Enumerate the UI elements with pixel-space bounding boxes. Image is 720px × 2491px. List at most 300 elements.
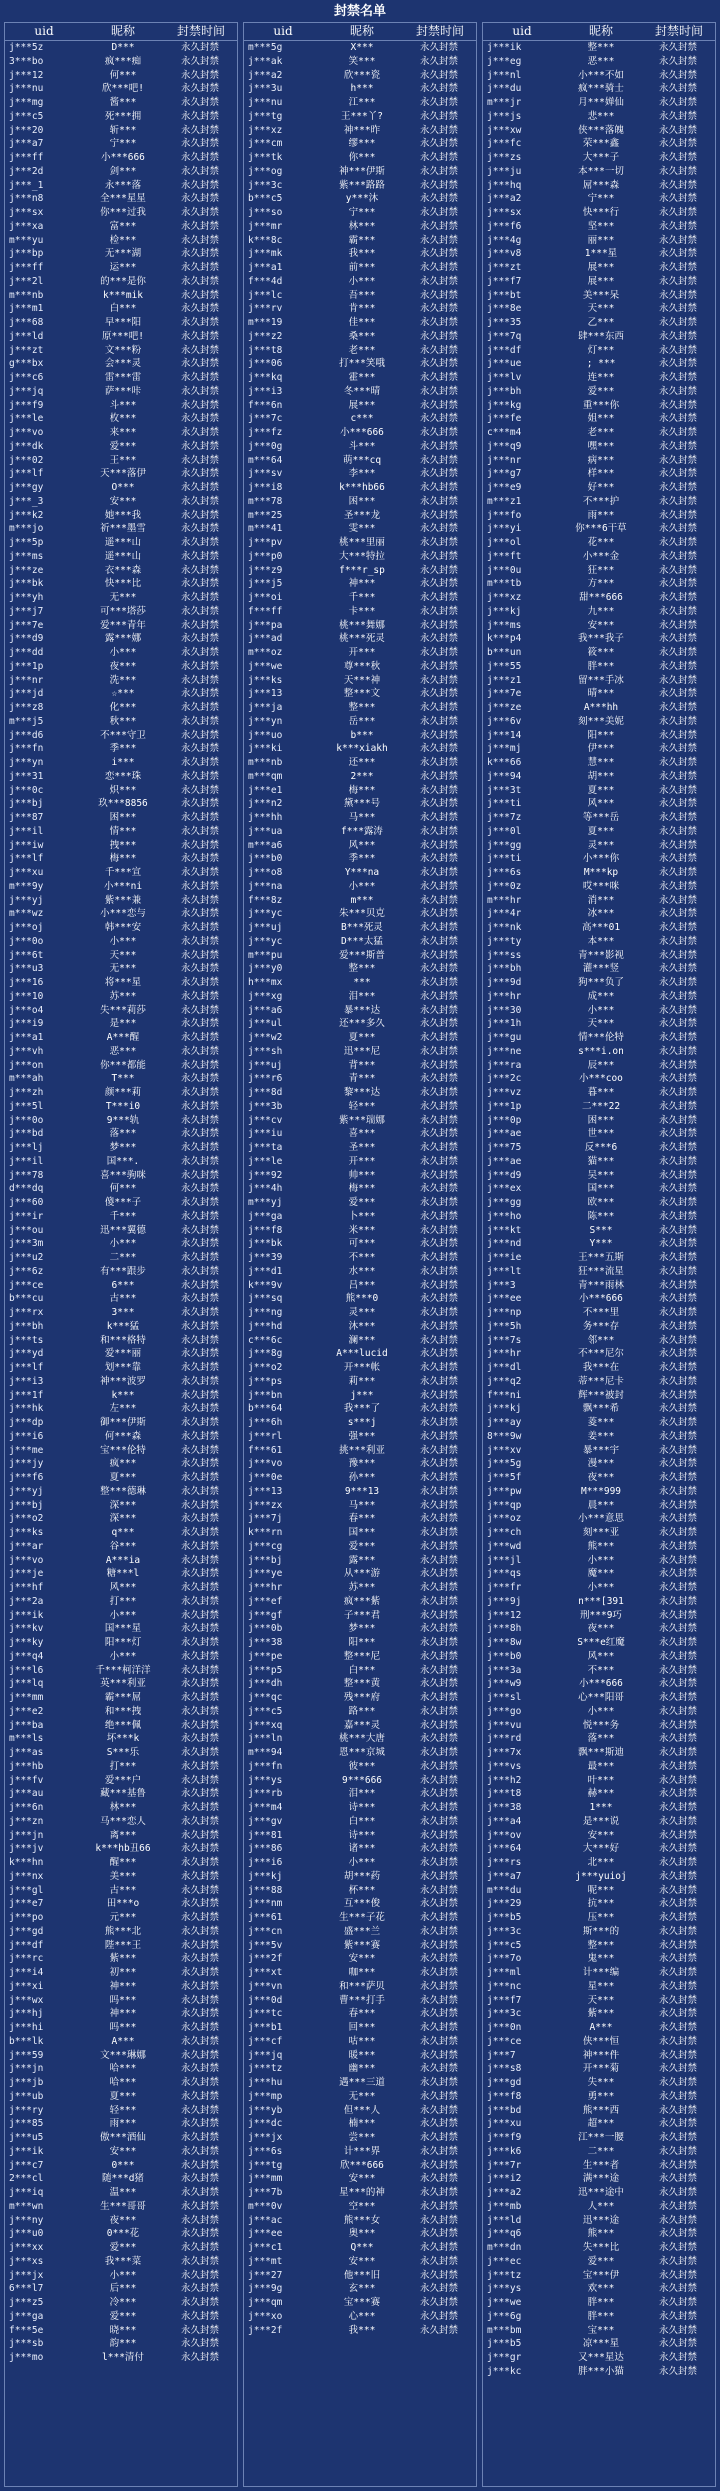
table-row: [483, 1787, 715, 1801]
table-row: [483, 2021, 715, 2035]
nickname-cell: T***i0: [105, 1100, 141, 1112]
nickname-cell: 恋***珠: [104, 770, 142, 782]
uid-cell: j***gf: [248, 1609, 283, 1621]
nickname-cell: 菱***: [587, 1417, 615, 1428]
table-row: [5, 522, 237, 536]
uid-cell: j***ub: [9, 2090, 44, 2102]
nickname-cell: 祈***墨雪: [100, 523, 146, 535]
table-row: [5, 247, 237, 261]
uid-cell: j***bt: [487, 289, 522, 301]
nickname-cell: 3***: [111, 1307, 135, 1318]
uid-cell: j***9d: [487, 977, 522, 988]
ban-time-cell: 永久封禁: [419, 2049, 458, 2061]
ban-time-cell: 永久封禁: [658, 1554, 697, 1566]
ban-time-cell: 永久封禁: [658, 1829, 697, 1841]
nickname-cell: 计***界: [343, 2145, 381, 2157]
ban-time-cell: 永久封禁: [419, 1623, 458, 1635]
nickname-cell: 晨***: [587, 1499, 615, 1511]
table-row: [5, 357, 237, 371]
ban-time-cell: 永久封禁: [658, 110, 697, 122]
nickname-cell: 藏***基鲁: [100, 1788, 146, 1800]
nickname-cell: 蒂***尼卡: [578, 1375, 624, 1387]
nickname-cell: 夏***: [109, 1472, 137, 1483]
ban-time-cell: 永久封禁: [180, 2173, 219, 2185]
table-row: [244, 206, 476, 220]
nickname-cell: 离***: [109, 1829, 137, 1841]
table-row: [5, 1787, 237, 1801]
uid-cell: j***vh: [9, 1045, 44, 1057]
nickname-cell: 傻***子: [104, 1197, 142, 1208]
uid-cell: j***b1: [248, 2022, 283, 2033]
ban-time-cell: 永久封禁: [658, 1898, 697, 1910]
nickname-cell: 枚***: [109, 413, 137, 425]
uid-cell: j***hh: [248, 812, 283, 823]
uid-cell: j***ln: [248, 1733, 283, 1745]
table-row: [483, 2035, 715, 2049]
uid-cell: j***z1: [487, 674, 522, 686]
table-row: [483, 2296, 715, 2310]
uid-cell: j***81: [248, 1829, 283, 1841]
ban-time-cell: 永久封禁: [658, 1224, 697, 1236]
table-row: [483, 1732, 715, 1746]
table-row: [5, 1141, 237, 1155]
uid-cell: j***p0: [248, 550, 283, 562]
table-row: [483, 1017, 715, 1031]
uid-cell: j***ac: [248, 2214, 283, 2226]
ban-time-cell: 永久封禁: [658, 1925, 697, 1937]
uid-cell: j***kj: [487, 1403, 522, 1415]
ban-time-cell: 永久封禁: [419, 1527, 458, 1538]
uid-cell: j***fo: [487, 509, 522, 521]
uid-cell: j***au: [9, 1788, 44, 1800]
uid-cell: j***yc: [248, 935, 283, 947]
uid-cell: j***3u: [248, 83, 283, 95]
ban-time-cell: 永久封禁: [180, 523, 219, 535]
nickname-cell: 迅***翼德: [100, 1224, 146, 1236]
nickname-cell: 宁***: [587, 193, 615, 205]
table-row: [483, 467, 715, 481]
ban-time-cell: 永久封禁: [658, 2035, 697, 2047]
ban-time-cell: 永久封禁: [180, 1898, 219, 1910]
nickname-cell: 天***: [587, 1018, 615, 1030]
nickname-cell: 小***: [587, 1582, 615, 1593]
nickname-cell: 老***: [587, 427, 615, 438]
nickname-cell: 肆***东西: [578, 330, 624, 342]
table-row: [5, 426, 237, 440]
nickname-cell: 玖***8856: [98, 798, 148, 810]
table-row: [244, 1815, 476, 1829]
nickname-cell: 文***琳娜: [100, 2049, 146, 2061]
nickname-cell: 样***: [587, 468, 615, 480]
nickname-cell: 爱***青年: [100, 619, 146, 631]
uid-cell: j***e7: [9, 1898, 44, 1910]
table-row: [5, 2296, 237, 2310]
ban-time-cell: 永久封禁: [180, 1224, 219, 1236]
ban-time-cell: 永久封禁: [419, 1554, 458, 1566]
ban-time-cell: 永久封禁: [419, 880, 458, 892]
uid-cell: j***35: [487, 317, 522, 328]
uid-cell: m***hr: [487, 894, 522, 906]
table-row: [483, 1622, 715, 1636]
ban-time-cell: 永久封禁: [180, 69, 219, 81]
uid-cell: j***4r: [487, 908, 522, 920]
nickname-cell: 我***菜: [104, 2255, 142, 2267]
uid-cell: j***z2: [248, 330, 283, 342]
nickname-cell: T***: [111, 1073, 135, 1085]
table-row: [244, 261, 476, 275]
nickname-cell: 秋***: [109, 715, 137, 727]
nickname-cell: 打***笑哦: [339, 358, 385, 370]
table-row: [5, 632, 237, 646]
ban-time-cell: 永久封禁: [180, 2283, 219, 2295]
ban-time-cell: 永久封禁: [658, 715, 697, 727]
nickname-cell: 小***: [348, 275, 376, 287]
uid-cell: j***8w: [487, 1637, 522, 1648]
table-row: [244, 165, 476, 179]
table-row: [483, 2172, 715, 2186]
table-row: [5, 261, 237, 275]
ban-time-cell: 永久封禁: [658, 2145, 697, 2157]
table-row: [5, 412, 237, 426]
nickname-cell: 熊***西: [582, 2104, 620, 2116]
ban-time-cell: 永久封禁: [419, 812, 458, 823]
table-row: [244, 1224, 476, 1238]
uid-cell: j***dd: [9, 647, 44, 658]
nickname-cell: q***: [111, 1527, 135, 1538]
uid-cell: j***k2: [9, 509, 44, 521]
ban-time-cell: 永久封禁: [658, 2352, 697, 2363]
nickname-cell: 大***特拉: [339, 550, 385, 562]
uid-cell: j***a2: [248, 69, 283, 81]
uid-cell: j***c5: [248, 1705, 283, 1717]
ban-time-cell: 永久封禁: [180, 234, 219, 246]
table-row: [5, 1939, 237, 1953]
uid-cell: j***ad: [248, 633, 283, 645]
uid-cell: j***_3: [9, 495, 44, 507]
table-header: [244, 23, 476, 41]
ban-time-cell: 永久封禁: [419, 1857, 458, 1868]
uid-cell: j***gg: [487, 1197, 522, 1208]
uid-cell: j***29: [487, 1898, 522, 1910]
uid-cell: j***zt: [9, 344, 44, 356]
nickname-cell: 灵***: [348, 1307, 376, 1318]
uid-cell: m***wz: [9, 908, 44, 920]
uid-cell: j***7o: [487, 1953, 522, 1965]
table-row: [244, 1457, 476, 1471]
table-row: [483, 674, 715, 688]
nickname-cell: O***: [111, 482, 135, 493]
nickname-cell: 高***01: [581, 922, 621, 933]
nickname-cell: 欢***: [587, 2283, 615, 2295]
nickname-cell: 是***说: [582, 1815, 620, 1827]
ban-time-cell: 永久封禁: [180, 427, 219, 438]
nickname-cell: M***kp: [583, 867, 619, 878]
table-row: [244, 1760, 476, 1774]
uid-cell: j***pv: [248, 537, 283, 548]
uid-cell: j***0d: [248, 1994, 283, 2006]
nickname-cell: 爱***: [109, 2310, 137, 2322]
table-row: [483, 1334, 715, 1348]
nickname-cell: 缪***: [348, 138, 376, 150]
nickname-cell: 孙***: [348, 1472, 376, 1483]
ban-time-cell: 永久封禁: [419, 220, 458, 232]
ban-time-cell: 永久封禁: [180, 578, 219, 590]
table-row: [244, 2076, 476, 2090]
nickname-cell: 还***多久: [339, 1018, 385, 1030]
uid-cell: j***lv: [487, 372, 522, 383]
nickname-cell: 疯***: [109, 1458, 137, 1470]
uid-cell: j***ir: [9, 1210, 44, 1222]
uid-cell: j***hq: [487, 179, 522, 191]
nickname-cell: 熊***女: [343, 2214, 381, 2226]
uid-cell: j***10: [9, 990, 44, 1002]
table-row: [5, 1856, 237, 1870]
uid-cell: j***38: [248, 1637, 283, 1648]
ban-time-cell: 永久封禁: [419, 2022, 458, 2033]
table-row: [483, 371, 715, 385]
uid-cell: m***64: [248, 454, 283, 466]
ban-time-cell: 永久封禁: [658, 1197, 697, 1208]
ban-time-cell: 永久封禁: [658, 1678, 697, 1690]
table-row: [483, 605, 715, 619]
table-row: [5, 1402, 237, 1416]
table-row: [483, 1760, 715, 1774]
ban-time-cell: 永久封禁: [419, 2104, 458, 2116]
nickname-cell: 狂***: [587, 564, 615, 576]
ban-time-cell: 永久封禁: [658, 2214, 697, 2226]
uid-cell: j***z9: [248, 564, 283, 576]
uid-cell: j***6v: [487, 715, 522, 727]
table-row: [5, 1169, 237, 1183]
uid-cell: m***j5: [9, 715, 44, 727]
table-row: [244, 605, 476, 619]
ban-time-cell: 永久封禁: [419, 1664, 458, 1676]
uid-cell: j***a4: [487, 1815, 522, 1827]
nickname-cell: 英***利亚: [100, 1678, 146, 1690]
ban-time-cell: 永久封禁: [419, 399, 458, 411]
nickname-cell: 小***: [348, 1857, 376, 1868]
ban-time-cell: 永久封禁: [419, 427, 458, 438]
uid-cell: j***u5: [9, 2132, 44, 2143]
table-row: [244, 990, 476, 1004]
table-row: [5, 55, 237, 69]
ban-time-cell: 永久封禁: [658, 1747, 697, 1758]
table-row: [5, 839, 237, 853]
nickname-cell: 会***灵: [104, 358, 142, 370]
uid-cell: j***g7: [487, 468, 522, 480]
uid-cell: j***ne: [487, 1045, 522, 1057]
uid-cell: j***nl: [487, 69, 522, 81]
ban-time-cell: 永久封禁: [180, 1252, 219, 1263]
uid-cell: j***vu: [487, 1719, 522, 1731]
nickname-cell: S***乐: [106, 1747, 140, 1758]
uid-cell: j***hk: [9, 1403, 44, 1415]
ban-time-cell: 永久封禁: [180, 1609, 219, 1621]
ban-time-cell: 永久封禁: [180, 262, 219, 273]
uid-cell: j***ms: [487, 619, 522, 631]
uid-cell: j***uo: [248, 729, 283, 741]
nickname-cell: 邻***: [587, 1334, 615, 1346]
uid-cell: j***7q: [487, 330, 522, 342]
ban-time-cell: 永久封禁: [419, 523, 458, 535]
nickname-cell: 遥***山: [104, 550, 142, 562]
table-row: [5, 921, 237, 935]
table-row: [244, 330, 476, 344]
table-row: [5, 2049, 237, 2063]
table-row: [244, 2282, 476, 2296]
table-row: [483, 1581, 715, 1595]
nickname-cell: 夜***: [587, 1623, 615, 1635]
table-row: [5, 344, 237, 358]
table-row: [483, 1279, 715, 1293]
ban-time-cell: 永久封禁: [419, 317, 458, 328]
uid-cell: j***dc: [248, 2118, 283, 2130]
nickname-cell: 和***萨贝: [339, 1980, 385, 1992]
nickname-cell: S***: [589, 1224, 613, 1236]
ban-time-cell: 永久封禁: [419, 468, 458, 480]
ban-time-cell: 永久封禁: [658, 454, 697, 466]
table-row: [5, 1155, 237, 1169]
nickname-cell: 1***: [589, 1802, 613, 1813]
uid-cell: j***20: [9, 124, 44, 136]
uid-cell: j***60: [9, 1197, 44, 1208]
ban-time-cell: 永久封禁: [180, 2200, 219, 2212]
table-row: [5, 715, 237, 729]
uid-cell: j***nx: [9, 1870, 44, 1882]
nickname-cell: 9***666: [341, 1774, 383, 1786]
nickname-cell: 早***阳: [104, 317, 142, 328]
table-row: [244, 1829, 476, 1843]
uid-cell: j***yi: [487, 523, 522, 535]
nickname-cell: 你***过我: [100, 207, 146, 218]
uid-cell: j***ys: [487, 2283, 522, 2295]
uid-cell: j***rc: [9, 1953, 44, 1965]
table-row: [483, 399, 715, 413]
uid-cell: j***xs: [9, 2255, 44, 2267]
table-row: [483, 481, 715, 495]
uid-cell: j***5f: [487, 1472, 522, 1483]
nickname-cell: 侠***恒: [582, 2035, 620, 2047]
ban-time-cell: 永久封禁: [658, 385, 697, 397]
uid-cell: j***bj: [9, 798, 44, 810]
uid-cell: m***41: [248, 523, 283, 535]
nickname-cell: 坏***k: [106, 1733, 140, 1745]
uid-cell: j***hu: [248, 2077, 283, 2088]
ban-time-cell: 永久封禁: [180, 1912, 219, 1923]
table-row: [244, 1664, 476, 1678]
nickname-cell: 春***: [348, 1513, 376, 1525]
table-row: [483, 2337, 715, 2351]
nickname-cell: 暮***: [587, 1087, 615, 1098]
nickname-cell: 陈***: [587, 1210, 615, 1222]
nickname-cell: 整***德琳: [100, 1485, 146, 1497]
uid-cell: j***cf: [248, 2035, 283, 2047]
table-row: [5, 1251, 237, 1265]
table-row: [5, 550, 237, 564]
nickname-cell: 心***: [348, 2310, 376, 2322]
uid-cell: j***39: [248, 1252, 283, 1263]
ban-time-cell: 永久封禁: [419, 1444, 458, 1456]
ban-table-panel-2: [243, 22, 477, 2487]
uid-cell: f***8z: [248, 894, 283, 906]
ban-time-cell: 永久封禁: [180, 1994, 219, 2006]
nickname-cell: k***hb66: [339, 482, 385, 493]
nickname-cell: 颜***莉: [104, 1087, 142, 1098]
uid-cell: j***lq: [9, 1678, 44, 1690]
header-ban-time: 封禁时间: [654, 24, 703, 38]
uid-cell: j***6s: [248, 2145, 283, 2157]
uid-cell: j***le: [9, 413, 44, 425]
header-uid: uid: [34, 24, 54, 38]
ban-time-cell: 永久封禁: [419, 1595, 458, 1607]
ban-time-cell: 永久封禁: [180, 2008, 219, 2020]
nickname-cell: 霸***屌: [104, 1692, 142, 1703]
ban-time-cell: 永久封禁: [419, 702, 458, 713]
nickname-cell: 诗***: [348, 1829, 376, 1841]
nickname-cell: 路***: [348, 1705, 376, 1717]
nickname-cell: 开***: [348, 647, 376, 658]
table-row: [483, 1031, 715, 1045]
table-row: [5, 1732, 237, 1746]
ban-time-cell: 永久封禁: [658, 179, 697, 191]
nickname-cell: 拽***: [109, 839, 137, 851]
uid-cell: j***jx: [248, 2132, 283, 2143]
ban-time-cell: 永久封禁: [180, 935, 219, 947]
ban-time-cell: 永久封禁: [658, 1142, 697, 1153]
nickname-cell: 宁***: [348, 207, 376, 218]
nickname-cell: S***e红魔: [577, 1637, 625, 1648]
ban-time-cell: 永久封禁: [180, 1939, 219, 1951]
table-row: [5, 2324, 237, 2338]
table-row: [5, 2145, 237, 2159]
nickname-cell: 江***一腰: [578, 2132, 624, 2143]
uid-cell: m***jr: [487, 97, 522, 108]
uid-cell: j***c5: [487, 1939, 522, 1951]
uid-cell: j***9g: [248, 2283, 283, 2295]
ban-time-cell: 永久封禁: [658, 1994, 697, 2006]
ban-time-cell: 永久封禁: [180, 1307, 219, 1318]
table-row: [244, 536, 476, 550]
ban-time-cell: 永久封禁: [419, 1458, 458, 1470]
table-row: [5, 935, 237, 949]
table-row: [244, 316, 476, 330]
ban-time-cell: 永久封禁: [658, 1472, 697, 1483]
nickname-cell: 0***花: [106, 2228, 140, 2240]
table-row: [5, 1966, 237, 1980]
table-row: [5, 1595, 237, 1609]
nickname-cell: 泪***: [348, 1788, 376, 1800]
nickname-cell: 疯***痴: [104, 55, 142, 67]
ban-time-cell: 永久封禁: [180, 2077, 219, 2088]
ban-time-cell: 永久封禁: [658, 289, 697, 301]
ban-time-cell: 永久封禁: [419, 1252, 458, 1263]
nickname-cell: 乙***: [587, 317, 615, 328]
table-row: [5, 619, 237, 633]
nickname-cell: 但***人: [343, 2104, 381, 2116]
table-row: [244, 1952, 476, 1966]
ban-time-cell: 永久封禁: [658, 2187, 697, 2198]
table-row: [5, 564, 237, 578]
table-row: [483, 2365, 715, 2379]
nickname-cell: 你***: [348, 152, 376, 163]
ban-time-cell: 永久封禁: [180, 1389, 219, 1401]
table-row: [244, 2214, 476, 2228]
ban-time-cell: 永久封禁: [419, 2159, 458, 2171]
ban-time-cell: 永久封禁: [419, 990, 458, 1002]
nickname-cell: 神***昨: [343, 124, 381, 136]
ban-time-cell: 永久封禁: [419, 647, 458, 658]
nickname-cell: 泪***: [348, 990, 376, 1002]
